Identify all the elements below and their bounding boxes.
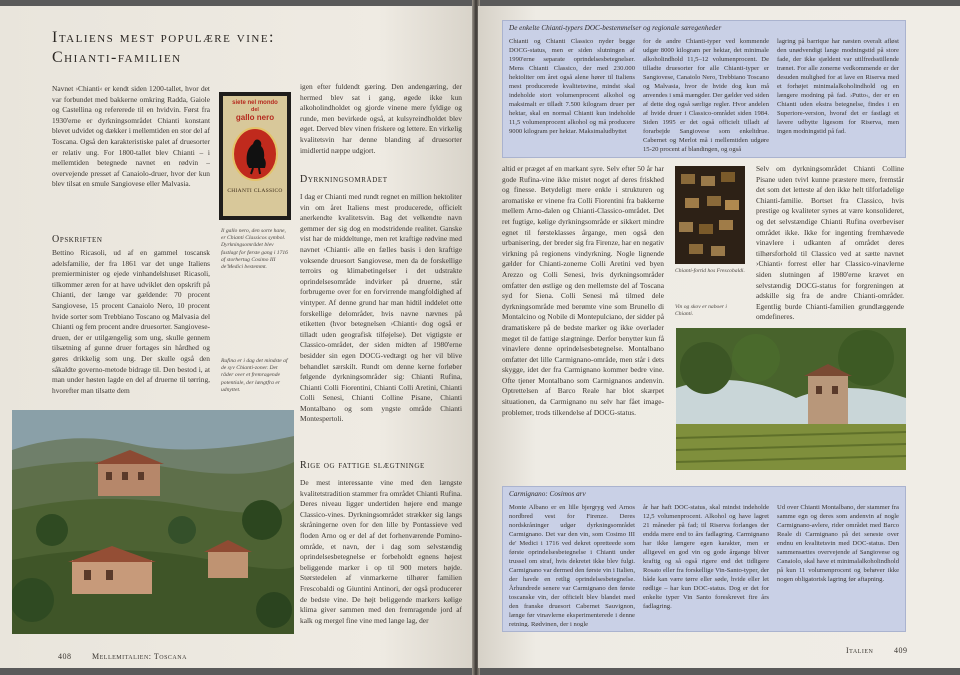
vineyard-tower-photo	[676, 328, 906, 470]
label-brand: CHIANTI CLASSICO	[227, 188, 283, 194]
left-page	[0, 6, 474, 668]
cellar-bottles-photo	[675, 166, 745, 264]
right-page	[478, 6, 960, 668]
carmignano-col1: Monte Albano er en lille bjergryg ved Arnos nordbred vest for Firenze. Deres nordskråninger udgør dyrkningsområdet Carmignano. Det var den vin, som Cosimo III de' Medici i 1716 ved dekret opretteede som første oprindelsesbetegnelse i Chianti under trussel om straf, hvis dekretet ikke blev fulgt. Carmignano var dermed den første vin i Italien, der havde en retlig oprindelsesbetegnelse. Århundrede senere var Carmignano den første toscanske vin, der officielt blev blandet med den franske druesort Cabernet Sauvignon, længe før vinavlerne eksperimenterede i denne retning. Rødvinen, der i nogle	[509, 504, 635, 627]
section-dyrkningsomradet-text: I dag er Chianti med rundt regnet en million hektoliter vin om året Italiens mest producerede, officielt anerkendte kvalitetsvin. Bag det velkendte navn gemmer der sig dog en modstridende realitet. Ganske vist har de middeltunge, men ret kraftige rødvine med navnet ›Chianti‹ alle en fælles basis i den kraftige voksende druesort Sangiovese, men da de forskellige terroirs og klimabetingelser i det udstrakte oprindelsesområde indvirker på druerne, står forbrugerne over for en forvirrende mangfoldighed af vintyper. Af denne grund har man hidtil inddelet otte forskellige delområder, hvis navne nævnes på etiketten (hvor betegnelsen ›Chianti‹ dog også er tilladt uden geografisk tilføjelse). Det vigtigste er Classico-området, der siden midten af 1980'erne besidder sin egen DOCG-vedtægt og her vil blive behandlet særskilt. Rundt om denne kerne forløber følgende dyrkningsområder sig: Chianti Rufina, Chianti Colli Fiorentini, Chianti Colli Aretini, Chianti Colli Senesi, Chianti Colline Pisane, Chianti Montalbano og som yngste område Chianti Montespertoli.	[300, 192, 462, 424]
doc-rules-box-title: De enkelte Chianti-typers DOC-bestemmelser og regionale særegenheder	[509, 24, 722, 32]
section-rige-og-fattige-text: De mest interessante vine med den længste kvalitetstradition stammer fra området Chianti Rufina. Deres niveau ligger undertiden højere end mange Classico-vines. Dyrkningsområdet strækker sig langs skråningerne oven for den lille by Pontassieve ved floden Arno og er del af det forhenværende Pomino-område, et navn, der i dag som selvstændig oprindelsesbetegnelse er forbeholdt egnens højest beliggende marker i op til 900 meters højde. Størstedelen af vinmarkerne tilhører familien Frescobaldi og Giuntini Antinori, der også producerer de bedste vine. De højt beliggende markers kølige klima giver sammen med den fremragende jord af kalk og mergel fine vine med lange lag, der	[300, 478, 462, 625]
doc-rules-box	[502, 20, 906, 158]
right-col1-text: altid er præget af en markant syre. Selv efter 50 år har gode Rufina-vine ikke mistet noget af deres friskhed og finesse. Betydeligt mere enkle i strukturen og aromatiske er vinene fra Colli Fiorentini fra bakkerne mellem Arno-dalen og Chianti-Classico-området. Det ret fugtige, kølige dyrkningsområde er sikkert mindre egnet til førsteklasses årgange, men også den urbanisering, der breder sig fra Firenze, har en negativ virkning på regionens vindyrkning. Nogle lignende gælder for Chianti-zonerne Colli Aretini ved byen Arezzo og Colli Senesi, hvis dyrkningsområder omfatter den østlige og den mellemste del af Toscana syd for Siena. Colli Senesi må tilmed dele dyrkningsområde med berømte vine som Brunello di Montalcino og Nobile di Montepulciano, der sidder på dramatiskere på de bedste marker og ikke overlader meget til de fattige slægtninge. Derfor benytter kun få vinavlere denne oprindelsesbetegnelse. Montalbano omfatter det lille Carmignano-område, men står i dets skygge, idet der fra Carmignano kommer bedre vine. Ofte tjener Montalbano som Carmignanos andenvin. Optrettelsen af Barco Reale har blot skærpet situationen, da Carmignano nu selv har fået image-problemer, trods tilkendelse af DOCG-status.	[502, 164, 664, 417]
chapter-title	[52, 28, 302, 68]
chapter-title-line2: Chianti-familien	[52, 49, 182, 66]
col2-continuation-text: igen efter fuldendt gæring. Den andengæring, der hermed blev sat i gang, øgede ikke kun alkoholindholdet og gjorde vinene mere fyldige og runde, men bevirkede også, at kulsyreindholdet blev øget. Derved blev vinen friskere og lettere. En virkelig kvalitetsvin har denne blanding af druesorter imidlertid næppe udgjort.	[300, 82, 462, 155]
running-head-left: Mellemitalien: Toscana	[92, 652, 187, 661]
right-col3-text: Selv om dyrkningsområdet Chianti Colline Pisane uden tvivl kunne præstere mere, fremstår det som det letteste af den ikke helt tilforladelige Chianti-familie. Bortset fra Classico, hvis prestige og kvaliteter synes at være konsolideret, og det selvstændige Chianti Rufina overbeviser området ikke. Ikke for ingenting fremhævede vinavlere i udkanten af området deres tilhørsforhold til Classico ved at sætte navnet ›Chianti‹ forrest eller har Classico-vinavlerne siden slutningen af 1980'erne krævet en selvstændig DOCG-status for forgreningen at adskille sig fra de andre Chianti-områder. Egentlig burde Chianti-familien grundlæggende omdefineres.	[756, 164, 904, 322]
carmignano-box	[502, 486, 906, 632]
cellar-caption: Chianti-fortid hos Frescobaldi.	[675, 268, 745, 274]
carmignano-col2: år har haft DOC-status, skal mindst indeholde 12,5 volumenprocent. Alkohol og have lagret 21 måneder på fad; til Riserva forlanges der endda mere end to års fadlagring. Carmignano har ikke længere egen karakter, men er alligevel en god vin og gode årgange bliver kraftig og så også rigere end det tidligere Rosato eller fra forskellige Vin-Santo-typer, der både kan være tørre eller søde, hvide eller let rødlige – har kun DOC-status. Dog er det for enkelte typer Vin Santo foreskrevet fire års fadlagring.	[643, 504, 769, 610]
intro-text: Navnet ›Chianti‹ er kendt siden 1200-tallet, hvor det var forbundet med bakkerne omkring Radda, Gaiole og Castellina og refererede til en hvidvin. Først fra 1930'erne er dyrkningsområdet Chianti konstant blevet udvidet og dækker i mellemtiden en stor del af Toscana. Også den karakteristiske palet af druesorter er relativ ung. For 1800-tallet blev Chianti – i mellemtiden betegnede navnet en rødvin – overvejende presset af Canaiolo-druer, hvor der kun blev tilsat en smule Sangiovese eller Malvasia.	[52, 84, 210, 189]
landscape-caption: Rufina er i dag det mindste af de syv Chianti-zoner. Det råder over et fremragende potentiale, der længtfra er udnyttet.	[221, 358, 288, 393]
section-heading-rige-og-fattige: Rige og fattige slægtninge	[300, 460, 425, 471]
gallo-nero-label-photo	[219, 92, 291, 220]
carmignano-col3: Ud over Chianti Montalbano, der stammer fra samme egn og deres som andenvin af nogle Carmignano-avlere, rider området med Barco Reale di Carmignano på det seneste over endnu en kvalitetsvin med DOC-status. Den sammensættes overvejende af Sangiovese og Canaiolo, skal have et minimalalkoholindhold på kun 11 volumenprocent og behøver ikke nogen obligatorisk lagring før aftapning.	[777, 504, 899, 583]
page-number-right: 409	[894, 646, 908, 655]
doc-rules-col2: for de andre Chianti-typer ved kommende udgør 8000 kilogram per hektar, det minimale alkoholindhold 11,5–12 volumenprocent. De tilladte druesorter for alle Chianti-typer er Sangiovese, Canaiolo Nero, Trebbiano Toscano og Malvasia, hvor de hvide dog kun må anvendes i små mængder. Der gælder ved siden af dette dog også særlige regler. Hvor andelen af hvide druer i Classico-området siden 1984. Siden 1995 er det også officielt tilladt af forarbejde Sangiovese som enkeltdrue. Cabernet og Merlot må i mellemtiden udgøre 15-20 procent af blandingen, og også	[643, 38, 769, 153]
section-heading-dyrkningsomradet: Dyrkningsområdet	[300, 174, 388, 185]
label-line3: gallo nero	[235, 113, 275, 122]
rufina-landscape-photo	[12, 410, 294, 634]
black-rooster-icon	[231, 126, 279, 182]
doc-rules-col1: Chianti og Chianti Classico nyder begge DOCG-status, men er siden slutningen af 1990'erne separate oprindelsesbetegnelser. Mens Chianti Classico, der med 230.000 hektoliter om året også alene hører til Italiens mest producerede kvalitetsvine, mindst skal indeholde stort volumenprocent alkohol og maksimalt er tilladt 7.500 kilogram druer per hektar, skal en normal Chianti kun indeholde 11,5 volumenprocent alkohol og må producere 9000 kilogram per hektar. Maksimaludbyttet	[509, 38, 635, 135]
label-line1: siete nel mondo	[232, 100, 278, 106]
section-opskriften-text: Bettino Ricasoli, ud af en gammel toscansk adelsfamilie, der fra 1861 var det unge Italiens premierminister og ejede vinhandelshuset Ricasoli, tilkommer æren for at have udviklet den opskrift på Chianti, der længe var gældende: 70 procent Sangiovese, 15 procent Canaiolo Nero, 10 procent hvide sorter som Trebbiano Toscano og Malvasia del Chianti og fem procent andre druesorter. Sangiovese-druen, der er utilgængelig som ung, skulle gennem tilsætning af gunne druer fortages sin hårdhed og gøres drikkelig som ung. Der skulle også den såkaldte governo-metode bidrage til. Den bestod i, at man under høsten lagde en del af druerne til tørring, hvorefter man tilsatte dem	[52, 248, 210, 395]
running-head-right: Italien	[846, 646, 874, 655]
label-caption: Il gallo nero, den sorte hane, er Chianti Classicos symbol. Dyrkningsområdet blev fastlagt for første gang i 1716 af storhertug Cosimo III de'Medici bestemmt.	[221, 228, 288, 271]
label-line2: del	[251, 107, 259, 113]
doc-rules-col3: lagring på barrique har næsten overalt afløst den unødvendigt lange modningstid på store fade, der ikke sjældent var utilfredsstillende trænet. For alle zonerne vedkommende er der desuden mulighed for at lave en Riserva med et forhøjet minimalalkoholindhold og en længere modning på fad. ›Putto‹, der er en Chianti uden ekstra betegnelse, findes i en Superiore-version, hvoraf det er fastlagt et lavere udbytte ligesom for Riserva, men ingen modningstid på fad.	[777, 38, 899, 135]
carmignano-box-title: Carmignano: Cosimos arv	[509, 490, 586, 498]
vineyard-caption: Vin og skov er naboer i Chianti.	[675, 304, 727, 318]
chapter-title-line1: Italiens mest populære vine:	[52, 29, 276, 46]
section-heading-opskriften: Opskriften	[52, 234, 103, 245]
page-number-left: 408	[58, 652, 72, 661]
